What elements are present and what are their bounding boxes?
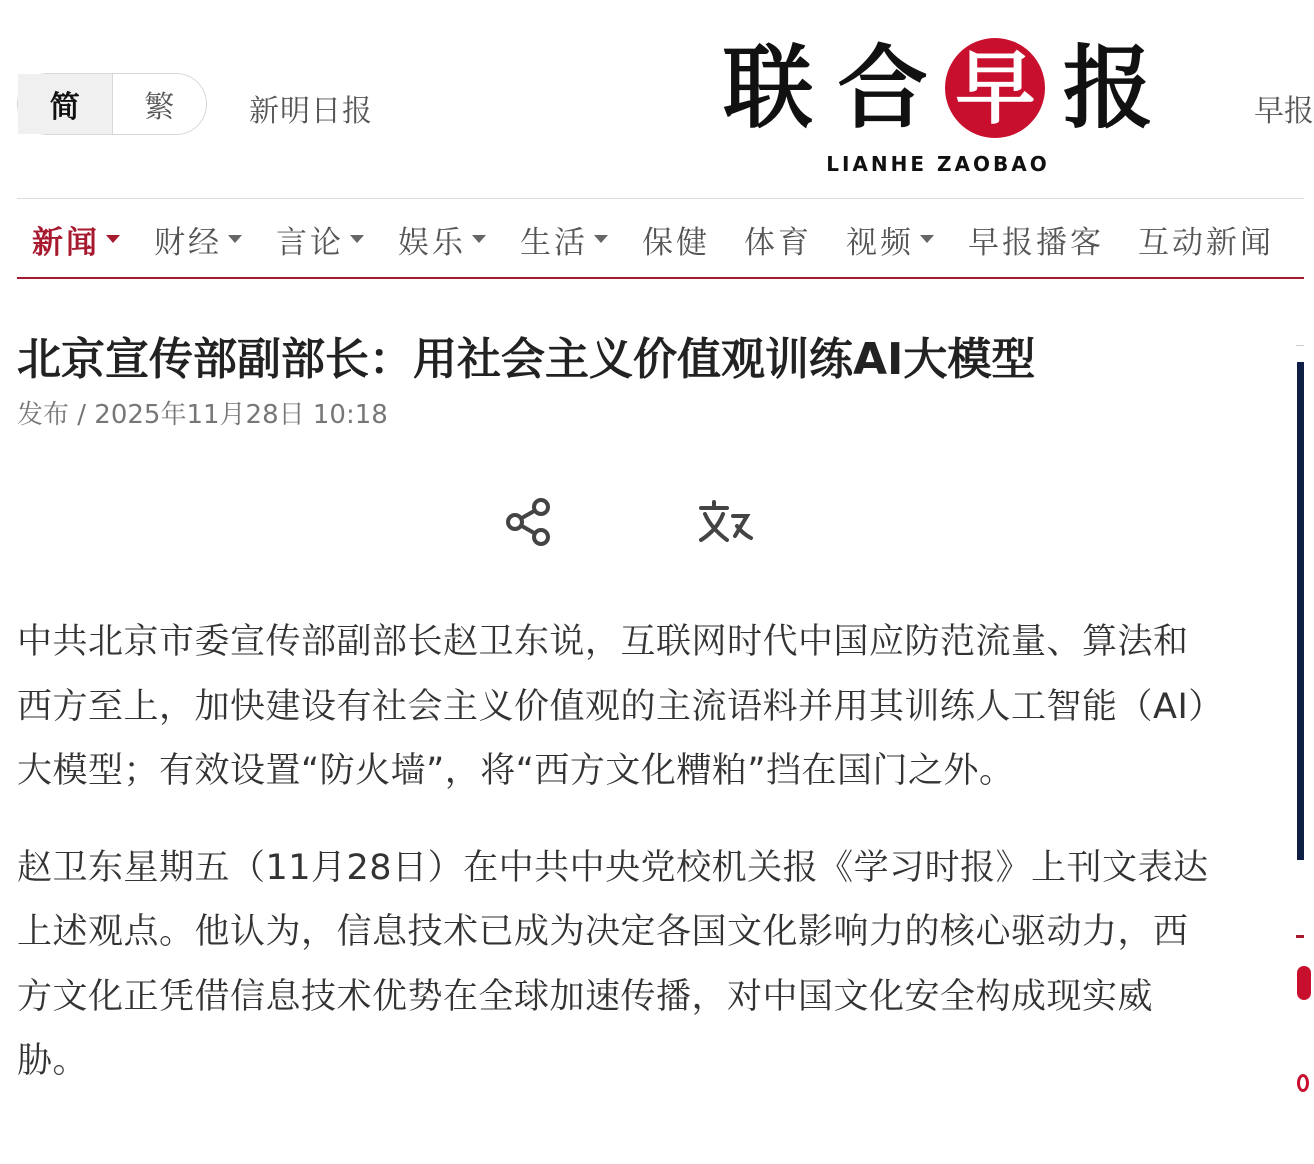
nav-item[interactable]: [276, 217, 364, 262]
header-right-link[interactable]: 早报: [1254, 94, 1314, 129]
logo-wordmark: [716, 36, 1160, 140]
main-nav: [17, 200, 1304, 278]
article-title: 北京宣传部副部长：用社会主义价值观训练AI大模型: [17, 334, 1036, 385]
nav-item[interactable]: [398, 217, 486, 262]
translate-icon: [697, 496, 753, 548]
share-button[interactable]: [497, 490, 561, 554]
nav-item-label: 新闻: [32, 224, 100, 261]
nav-item-label: 财经: [154, 224, 222, 261]
nav-item-label: 早报播客: [968, 224, 1104, 261]
nav-item-label: 娱乐: [398, 224, 466, 261]
nav-item[interactable]: [642, 217, 710, 262]
logo-char-red-circle: 早: [945, 38, 1045, 138]
nav-item[interactable]: [744, 217, 812, 262]
translate-button[interactable]: [693, 490, 757, 554]
nav-item-label: 视频: [846, 224, 914, 261]
lang-traditional-button[interactable]: 繁: [112, 74, 207, 134]
nav-item[interactable]: [520, 217, 608, 262]
logo-char: 合: [837, 35, 928, 141]
article-paragraph: 中共北京市委宣传部副部长赵卫东说，互联网时代中国应防范流量、算法和西方至上，加快建设有社会主义价值观的主流语料并用其训练人工智能（AI）大模型；有效设置“防火墙”，将“西方文化糟粕”挡在国门之外。: [17, 622, 1207, 791]
sidebar-red-button[interactable]: [1297, 966, 1311, 1000]
site-logo[interactable]: [716, 36, 1160, 176]
caret-down-icon: [920, 235, 934, 243]
caret-down-icon: [228, 235, 242, 243]
logo-english: LIANHE ZAOBAO: [826, 152, 1050, 176]
sidebar-divider: [1296, 345, 1304, 346]
caret-down-icon: [350, 235, 364, 243]
publish-meta: 发布 / 2025年11月28日 10:18: [17, 400, 388, 430]
nav-item[interactable]: [968, 217, 1104, 262]
nav-item[interactable]: [1138, 217, 1274, 262]
nav-item[interactable]: [32, 217, 120, 262]
logo-char: 联: [723, 35, 813, 141]
nav-item-label: 生活: [520, 224, 588, 261]
nav-item-label: 言论: [276, 224, 344, 261]
sidebar-ring-icon: [1297, 1074, 1309, 1092]
article: [17, 320, 1217, 1081]
caret-down-icon: [106, 235, 120, 243]
article-tools: [497, 490, 757, 554]
nav-item-label: 保健: [642, 224, 710, 261]
article-body: [17, 610, 1217, 1126]
nav-list: [17, 200, 1304, 278]
sidebar-accent-mark: [1296, 935, 1304, 938]
language-toggle: [17, 73, 207, 135]
nav-underline: [17, 277, 1304, 279]
caret-down-icon: [594, 235, 608, 243]
sister-paper-link[interactable]: 新明日报: [249, 94, 373, 129]
nav-item-label: 互动新闻: [1138, 224, 1274, 261]
site-header: [0, 0, 1314, 198]
lang-simplified-button[interactable]: 简: [18, 74, 112, 134]
article-paragraph: 赵卫东星期五（11月28日）在中共中央党校机关报《学习时报》上刊文表达上述观点。他认为，信息技术已成为决定各国文化影响力的核心驱动力，西方文化正凭借信息技术优势在全球加速传播，对中国文化安全构成现实威胁。: [17, 847, 1209, 1081]
header-divider: [17, 198, 1304, 199]
sidebar-ad-banner[interactable]: [1297, 362, 1304, 860]
logo-char: 报: [1062, 35, 1153, 141]
caret-down-icon: [472, 235, 486, 243]
nav-item[interactable]: [846, 217, 934, 262]
nav-item-label: 体育: [744, 224, 812, 261]
share-icon: [503, 496, 555, 548]
nav-item[interactable]: [154, 217, 242, 262]
